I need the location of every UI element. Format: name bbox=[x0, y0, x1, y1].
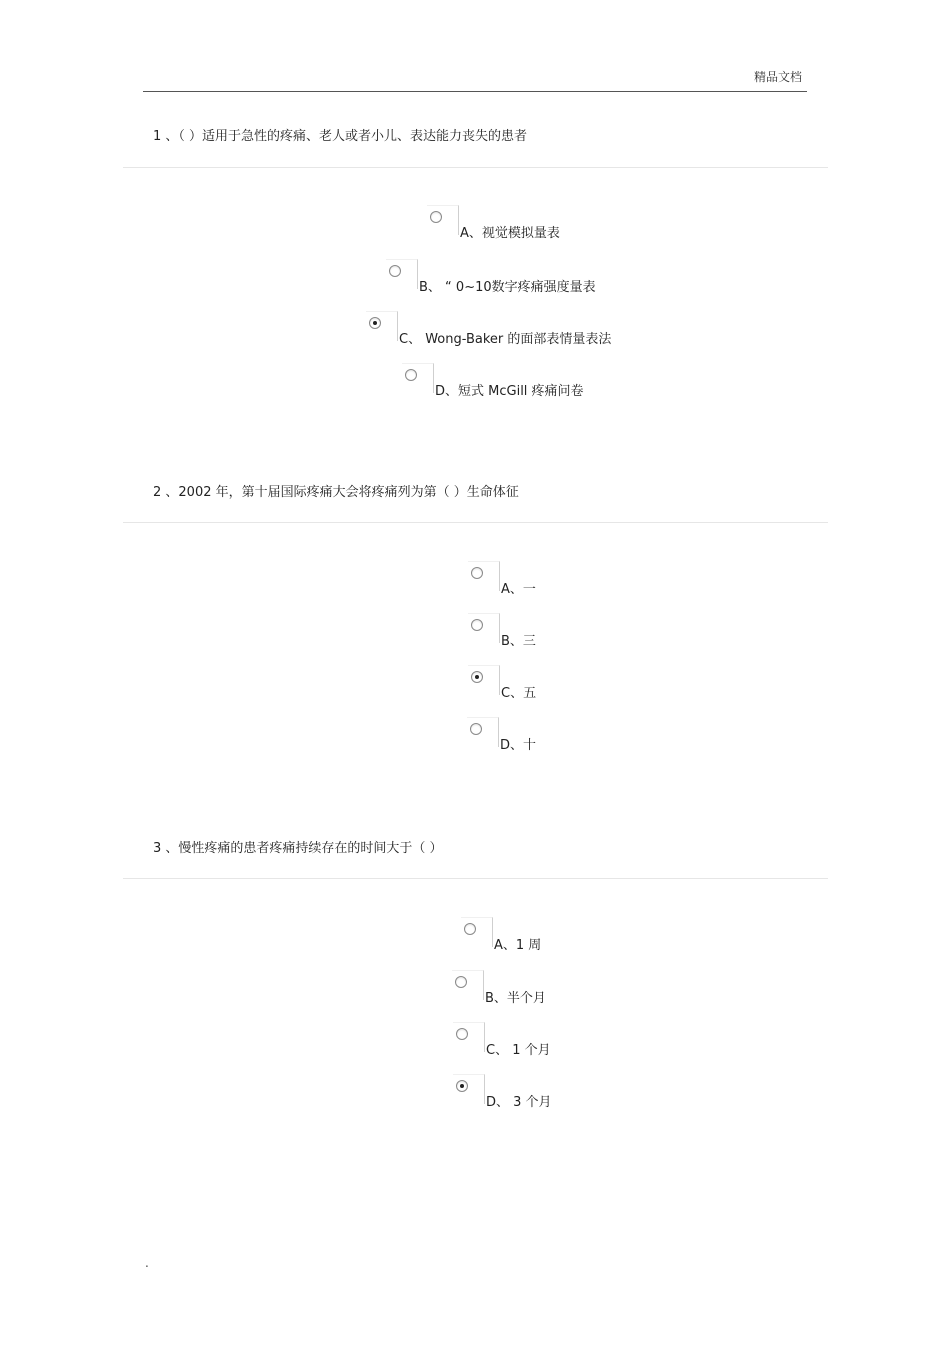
radio-box bbox=[468, 613, 500, 643]
question-divider bbox=[123, 167, 828, 168]
option-label: C、五 bbox=[501, 686, 537, 701]
option-label: D、十 bbox=[500, 738, 537, 753]
radio-button[interactable] bbox=[471, 619, 483, 631]
radio-button[interactable] bbox=[456, 1028, 468, 1040]
radio-button[interactable] bbox=[464, 923, 476, 935]
radio-box bbox=[427, 205, 459, 235]
option-label: C、 Wong-Baker 的面部表情量表法 bbox=[399, 332, 612, 347]
radio-button-checked[interactable] bbox=[456, 1080, 468, 1092]
radio-box bbox=[366, 311, 398, 341]
option-label: A、一 bbox=[501, 582, 536, 597]
radio-box bbox=[453, 1022, 485, 1052]
radio-button[interactable] bbox=[389, 265, 401, 277]
footer-mark: . bbox=[145, 1256, 149, 1270]
radio-box bbox=[468, 561, 500, 591]
question-text: 2 、2002 年，第十届国际疼痛大会将疼痛列为第（ ）生命体征 bbox=[153, 485, 519, 500]
radio-box bbox=[402, 363, 434, 393]
radio-button-checked[interactable] bbox=[471, 671, 483, 683]
radio-box bbox=[453, 1074, 485, 1104]
radio-box bbox=[461, 917, 493, 947]
radio-button[interactable] bbox=[430, 211, 442, 223]
radio-box bbox=[468, 665, 500, 695]
radio-box bbox=[452, 970, 484, 1000]
radio-button[interactable] bbox=[405, 369, 417, 381]
option-label: A、1 周 bbox=[494, 938, 542, 953]
radio-button[interactable] bbox=[470, 723, 482, 735]
option-label: C、 1 个月 bbox=[486, 1043, 551, 1058]
radio-button[interactable] bbox=[471, 567, 483, 579]
radio-box bbox=[386, 259, 418, 289]
option-label: D、 3 个月 bbox=[486, 1095, 552, 1110]
question-divider bbox=[123, 522, 828, 523]
option-label: D、短式 McGill 疼痛问卷 bbox=[435, 384, 584, 399]
question-divider bbox=[123, 878, 828, 879]
question-text: 1 、（ ）适用于急性的疼痛、老人或者小儿、表达能力丧失的患者 bbox=[153, 129, 528, 144]
option-label: B、 “ 0~10数字疼痛强度量表 bbox=[419, 280, 596, 295]
option-label: A、视觉模拟量表 bbox=[460, 226, 560, 241]
radio-button[interactable] bbox=[455, 976, 467, 988]
option-label: B、半个月 bbox=[485, 991, 546, 1006]
header-divider bbox=[143, 91, 807, 92]
question-text: 3 、慢性疼痛的患者疼痛持续存在的时间大于（ ） bbox=[153, 841, 443, 856]
radio-box bbox=[467, 717, 499, 747]
page-header-title: 精品文档 bbox=[753, 70, 802, 84]
radio-button-checked[interactable] bbox=[369, 317, 381, 329]
option-label: B、三 bbox=[501, 634, 536, 649]
